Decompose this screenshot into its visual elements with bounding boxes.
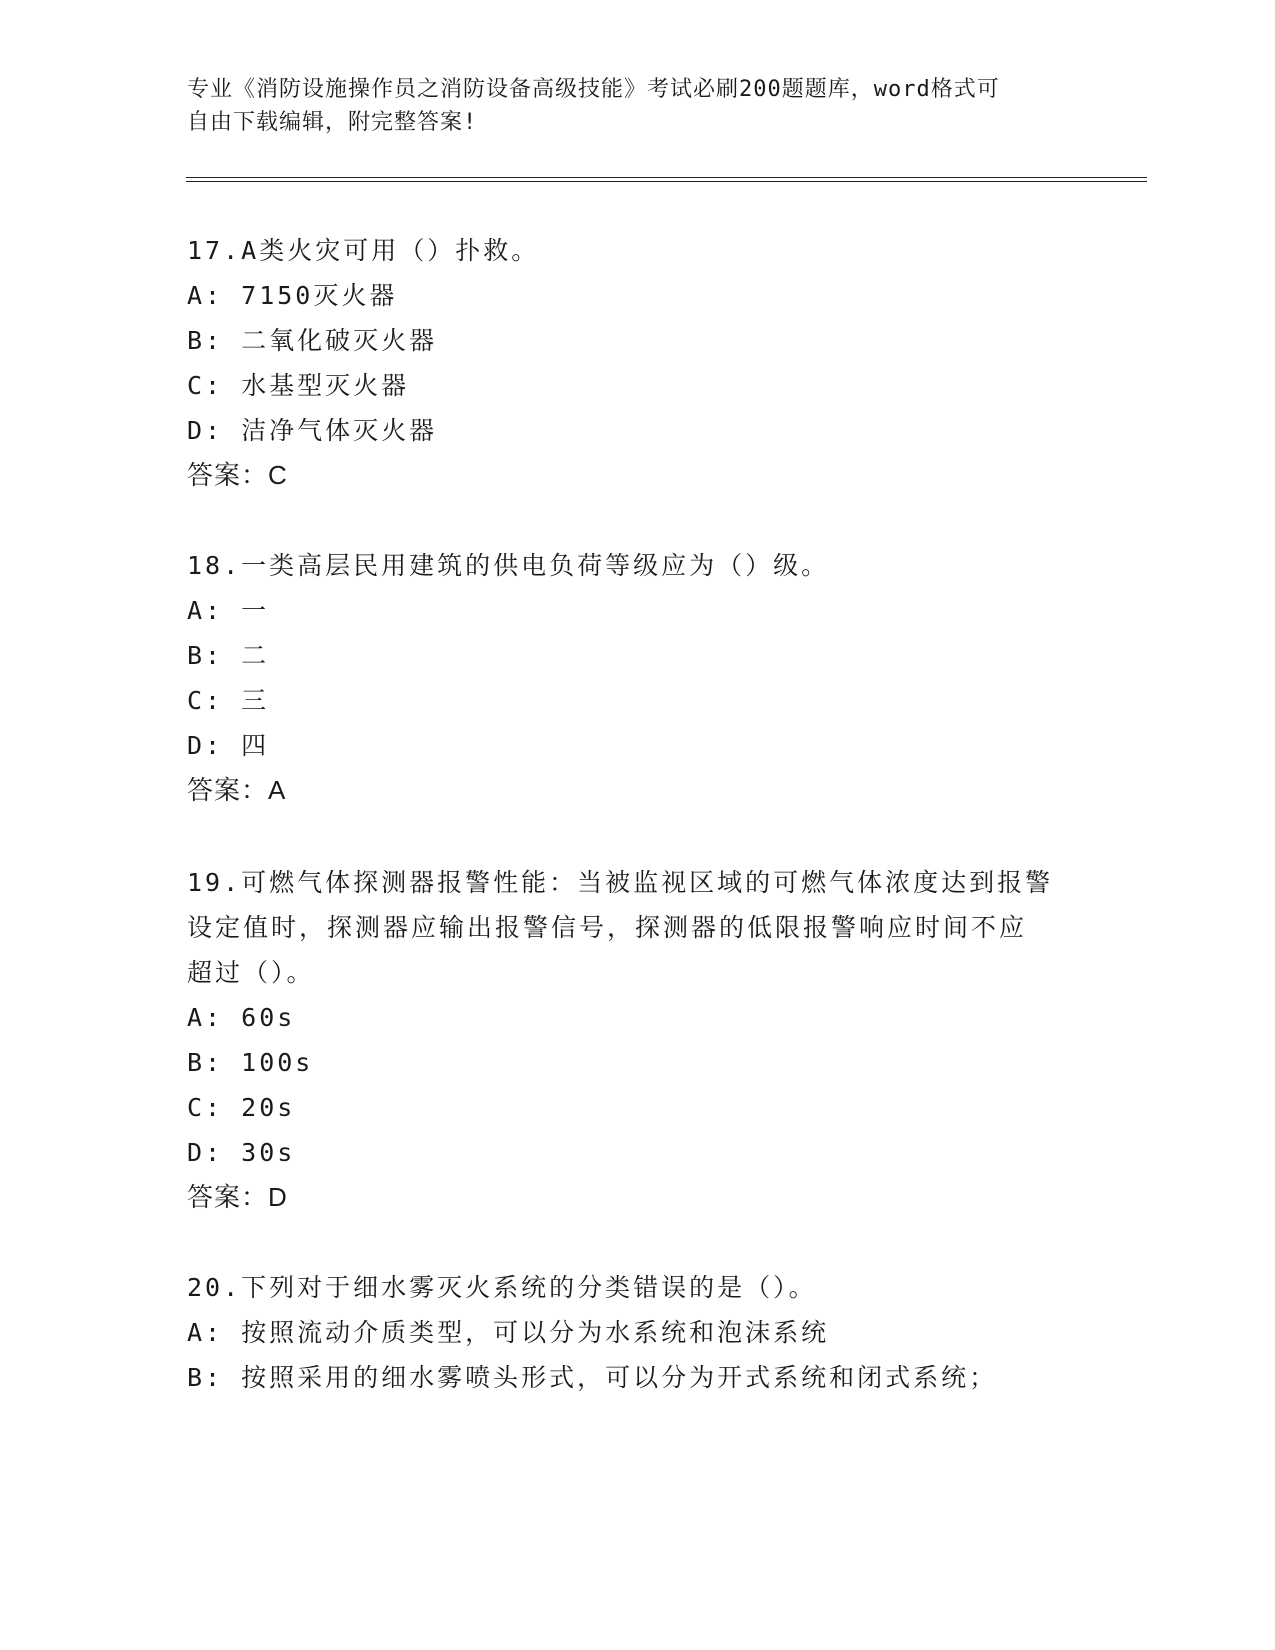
header-divider-bottom [186, 181, 1147, 182]
option-c: C: 三 [187, 686, 270, 715]
header-line-1: 专业《消防设施操作员之消防设备高级技能》考试必刷200题题库，word格式可 [187, 77, 1000, 102]
option-a: A: 按照流动介质类型，可以分为水系统和泡沫系统 [187, 1318, 830, 1347]
option-a: A: 7150灭火器 [187, 281, 398, 310]
question-stem-line-2: 设定值时，探测器应输出报警信号，探测器的低限报警响应时间不应 [187, 913, 1028, 942]
question-stem: 20.下列对于细水雾灭火系统的分类错误的是（）。 [187, 1273, 817, 1302]
option-b: B: 二 [187, 641, 270, 670]
option-c: C: 20s [187, 1093, 296, 1122]
option-d: D: 洁净气体灭火器 [187, 416, 438, 445]
header-divider-top [186, 177, 1147, 178]
option-d: D: 四 [187, 731, 270, 760]
option-b: B: 100s [187, 1048, 314, 1077]
answer: 答案：D [187, 1182, 288, 1212]
question-stem-line-1: 19.可燃气体探测器报警性能：当被监视区域的可燃气体浓度达到报警 [187, 868, 1054, 897]
header-line-2: 自由下载编辑，附完整答案! [187, 110, 478, 135]
option-d: D: 30s [187, 1138, 296, 1167]
option-c: C: 水基型灭火器 [187, 371, 410, 400]
answer: 答案：C [187, 460, 288, 490]
question-stem-line-3: 超过（）。 [187, 958, 315, 987]
option-a: A: 60s [187, 1003, 296, 1032]
answer: 答案：A [187, 775, 287, 805]
question-stem: 18.一类高层民用建筑的供电负荷等级应为（）级。 [187, 551, 830, 580]
option-a: A: 一 [187, 596, 270, 625]
question-stem: 17.A类火灾可用（）扑救。 [187, 236, 540, 265]
option-b: B: 按照采用的细水雾喷头形式，可以分为开式系统和闭式系统； [187, 1363, 998, 1392]
document-header [187, 73, 1087, 139]
option-b: B: 二氧化破灭火器 [187, 326, 438, 355]
